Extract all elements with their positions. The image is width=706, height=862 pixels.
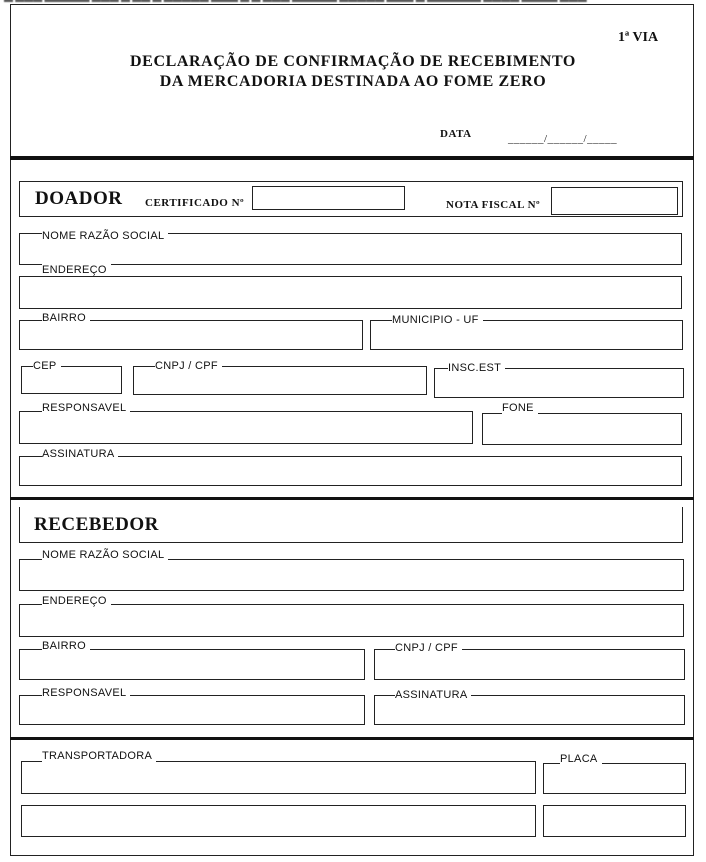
recebedor-bairro-field[interactable] <box>19 649 365 680</box>
placa-extra-field[interactable] <box>543 805 686 837</box>
transportadora-label: TRANSPORTADORA <box>42 750 156 762</box>
recebedor-heading-frame <box>19 507 683 543</box>
certificado-field[interactable] <box>252 186 405 210</box>
doador-responsavel-field[interactable] <box>19 411 473 444</box>
certificado-label: CERTIFICADO Nº <box>145 197 245 209</box>
recebedor-responsavel-label: RESPONSAVEL <box>42 687 130 699</box>
placa-field[interactable] <box>543 763 686 794</box>
doador-bairro-field[interactable] <box>19 320 363 350</box>
recebedor-endereco-label: ENDEREÇO <box>42 595 111 607</box>
doador-endereco-label: ENDEREÇO <box>42 264 111 276</box>
recebedor-responsavel-field[interactable] <box>19 695 365 725</box>
nota-fiscal-label: NOTA FISCAL Nº <box>446 199 541 211</box>
doador-assinatura-field[interactable] <box>19 456 682 486</box>
nota-fiscal-field[interactable] <box>551 187 678 215</box>
date-label: DATA <box>440 128 472 140</box>
title-line-1: DECLARAÇÃO DE CONFIRMAÇÃO DE RECEBIMENTO <box>130 53 576 70</box>
copy-label: 1ª VIA <box>618 30 659 45</box>
doador-insc-label: INSC.EST <box>448 362 505 374</box>
recebedor-divider <box>10 737 694 740</box>
doador-assinatura-label: ASSINATURA <box>42 448 118 460</box>
doador-bairro-label: BAIRRO <box>42 312 90 324</box>
doador-responsavel-label: RESPONSAVEL <box>42 402 130 414</box>
transportadora-field[interactable] <box>21 761 536 794</box>
recebedor-cnpj-label: CNPJ / CPF <box>395 642 462 654</box>
doador-divider <box>10 497 694 500</box>
doador-municipio-label: MUNICIPIO - UF <box>392 314 483 326</box>
doador-heading: DOADOR <box>35 188 123 209</box>
doador-endereco-field[interactable] <box>19 276 682 309</box>
placa-label: PLACA <box>560 753 602 765</box>
recebedor-endereco-field[interactable] <box>19 604 684 637</box>
doador-cep-label: CEP <box>33 360 61 372</box>
recebedor-bairro-label: BAIRRO <box>42 640 90 652</box>
transportadora-extra-field[interactable] <box>21 805 536 837</box>
header-divider <box>10 156 694 160</box>
recebedor-assinatura-label: ASSINATURA <box>395 689 471 701</box>
date-field[interactable]: ______/______/_____ <box>508 133 618 145</box>
doador-nome-label: NOME RAZÃO SOCIAL <box>42 230 168 242</box>
title-line-2: DA MERCADORIA DESTINADA AO FOME ZERO <box>159 73 547 90</box>
recebedor-nome-field[interactable] <box>19 559 684 591</box>
recebedor-nome-label: NOME RAZÃO SOCIAL <box>42 549 168 561</box>
doador-cnpj-label: CNPJ / CPF <box>155 360 222 372</box>
doador-fone-field[interactable] <box>482 413 682 445</box>
doador-fone-label: FONE <box>502 402 538 414</box>
recebedor-heading: RECEBEDOR <box>34 514 159 535</box>
